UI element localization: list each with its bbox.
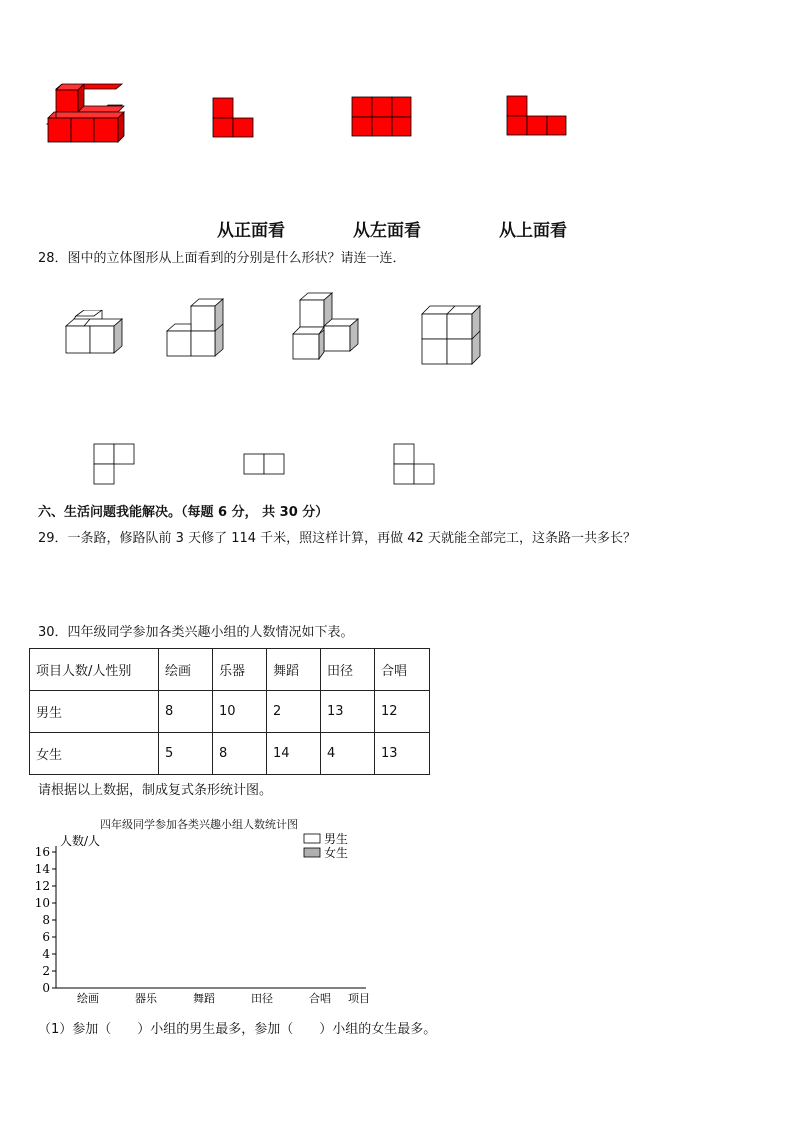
question-30: 30．四年级同学参加各类兴趣小组的人数情况如下表。 — [38, 625, 354, 640]
chart-title: 四年级同学参加各类兴趣小组人数统计图 — [100, 818, 298, 831]
top-view-shape-a — [93, 443, 137, 485]
y-tick-label: 16 — [34, 845, 50, 859]
top-view-shape-c — [393, 443, 437, 485]
table-header-cell: 合唱 — [375, 649, 430, 691]
x-category-label: 绘画 — [77, 992, 99, 1005]
table-cell: 13 — [321, 691, 375, 733]
table-row — [30, 733, 430, 775]
question-28: 28．图中的立体图形从上面看到的分别是什么形状？请连一连． — [38, 251, 406, 266]
table-cell: 2 — [267, 691, 321, 733]
question-30-sub-1: （1）参加（ ）小组的男生最多，参加（ ）小组的女生最多。 — [38, 1022, 437, 1037]
red-left-view — [351, 96, 413, 138]
table-cell: 男生 — [30, 691, 159, 733]
y-tick-label: 6 — [42, 930, 50, 944]
empty-bar-chart — [28, 828, 388, 1010]
y-tick-label: 10 — [34, 896, 50, 910]
table-header-cell: 乐器 — [213, 649, 267, 691]
table-cell: 10 — [213, 691, 267, 733]
x-category-label: 合唱 — [309, 992, 331, 1005]
chart-instruction: 请根据以上数据，制成复式条形统计图。 — [38, 783, 273, 798]
table-header-row — [30, 649, 430, 691]
y-tick-label: 4 — [42, 947, 50, 961]
x-category-label: 器乐 — [135, 992, 157, 1005]
table-header-cell: 绘画 — [159, 649, 213, 691]
table-header-cell: 舞蹈 — [267, 649, 321, 691]
x-category-label: 田径 — [251, 992, 273, 1005]
y-axis-ticks — [35, 845, 56, 995]
y-tick-label: 14 — [34, 862, 50, 876]
table-header-cell: 项目人数/人性别 — [30, 649, 159, 691]
chart-legend — [304, 831, 348, 860]
table-cell: 12 — [375, 691, 430, 733]
legend-swatch — [304, 848, 320, 857]
x-axis-label: 项目 — [348, 992, 370, 1005]
red-cubes-isometric — [44, 84, 128, 146]
legend-label: 男生 — [324, 832, 349, 846]
section-6-heading: 六、生活问题我能解决。（每题 6 分， 共 30 分） — [38, 505, 329, 520]
table-cell: 5 — [159, 733, 213, 775]
cube-figure-3 — [290, 292, 362, 362]
question-29: 29．一条路，修路队前 3 天修了 114 千米，照这样计算，再做 42 天就能全部完工，这条路一共多长？ — [38, 531, 636, 546]
view-label-front: 从正面看 — [217, 221, 285, 241]
view-label-top: 从上面看 — [499, 221, 567, 241]
table-cell: 4 — [321, 733, 375, 775]
table-cell: 女生 — [30, 733, 159, 775]
legend-label: 女生 — [324, 846, 349, 860]
legend-swatch — [304, 834, 320, 843]
table-header-cell: 田径 — [321, 649, 375, 691]
top-view-shape-b — [243, 453, 287, 477]
y-tick-label: 2 — [42, 964, 50, 978]
table-cell: 8 — [159, 691, 213, 733]
y-tick-label: 8 — [42, 913, 50, 927]
cube-figure-4 — [419, 303, 485, 367]
y-tick-label: 0 — [42, 981, 50, 995]
x-category-label: 舞蹈 — [193, 992, 215, 1005]
table-row — [30, 691, 430, 733]
view-label-left: 从左面看 — [353, 221, 421, 241]
data-table — [29, 648, 430, 775]
table-cell: 8 — [213, 733, 267, 775]
y-axis-label: 人数/人 — [60, 834, 101, 848]
cube-figure-2 — [163, 297, 229, 359]
red-top-view — [506, 95, 568, 137]
y-tick-label: 12 — [34, 879, 50, 893]
cube-figure-1 — [60, 310, 130, 356]
red-front-view — [212, 97, 256, 139]
x-axis-categories — [77, 991, 331, 1005]
table-cell: 13 — [375, 733, 430, 775]
table-cell: 14 — [267, 733, 321, 775]
